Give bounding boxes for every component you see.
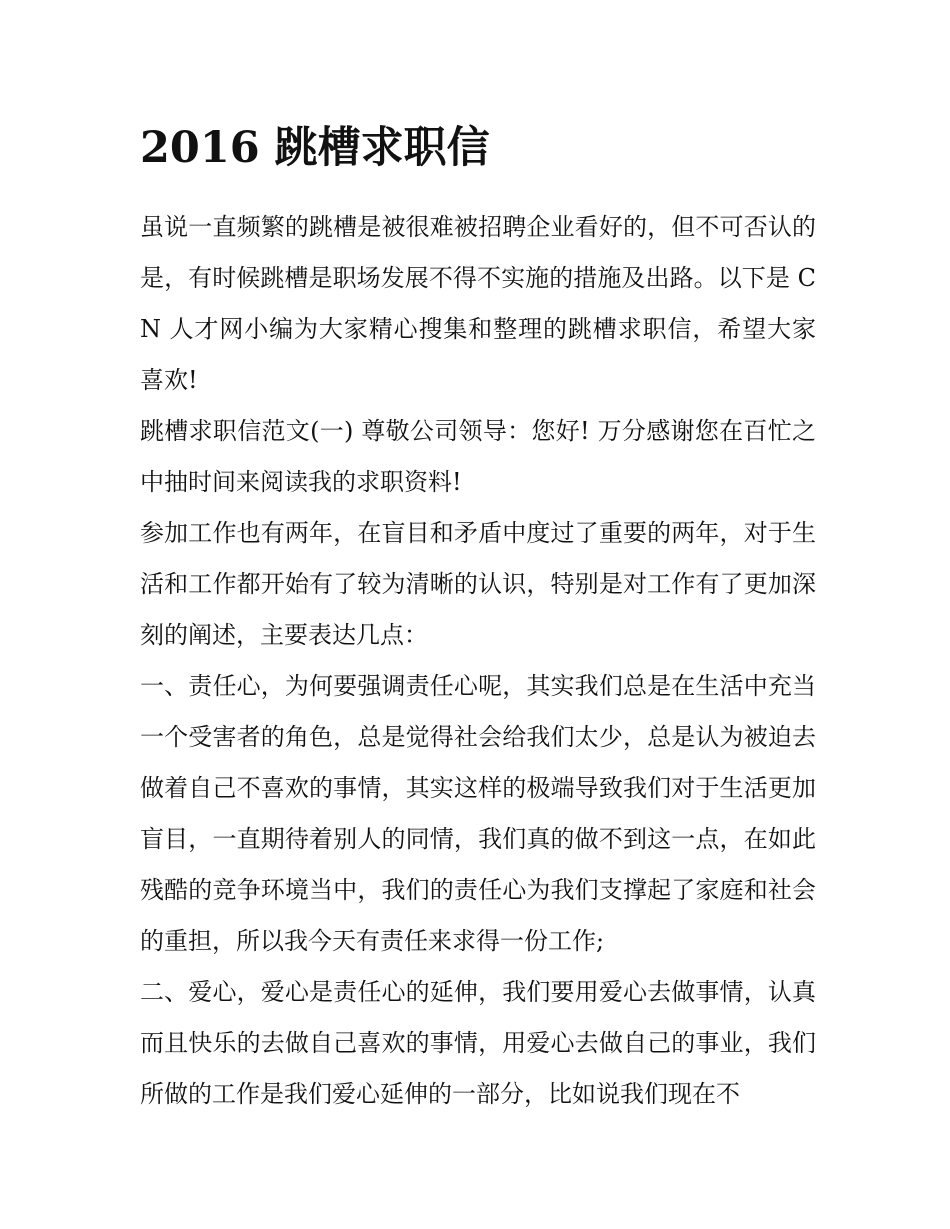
paragraph-point-love: 二、爱心，爱心是责任心的延伸，我们要用爱心去做事情，认真而且快乐的去做自己喜欢的事情，用爱心去做自己的事业，我们所做的工作是我们爱心延伸的一部分，比如说我们现在不 — [140, 978, 816, 1108]
paragraph-salutation: 跳槽求职信范文(一) 尊敬公司领导：您好! 万分感谢您在百忙之中抽时间来阅读我的求职资料! — [140, 417, 816, 496]
paragraph-point-responsibility: 一、责任心，为何要强调责任心呢，其实我们总是在生活中充当一个受害者的角色，总是觉得社会给我们太少，总是认为被迫去做着自己不喜欢的事情，其实这样的极端导致我们对于生活更加盲目，一直期待着别人的同情，我们真的做不到这一点，在如此残酷的竞争环境当中，我们的责任心为我们支撑起了家庭和社会的重担，所以我今天有责任来求得一份工作; — [140, 672, 816, 955]
document-page — [140, 118, 816, 1120]
paragraph-intro: 虽说一直频繁的跳槽是被很难被招聘企业看好的，但不可否认的是，有时候跳槽是职场发展不得不实施的措施及出路。以下是 CN 人才网小编为大家精心搜集和整理的跳槽求职信，希望大家喜欢! — [140, 213, 816, 394]
paragraph-experience: 参加工作也有两年，在盲目和矛盾中度过了重要的两年，对于生活和工作都开始有了较为清晰的认识，特别是对工作有了更加深刻的阐述，主要表达几点： — [140, 519, 816, 649]
document-title: 2016 跳槽求职信 — [140, 123, 490, 173]
